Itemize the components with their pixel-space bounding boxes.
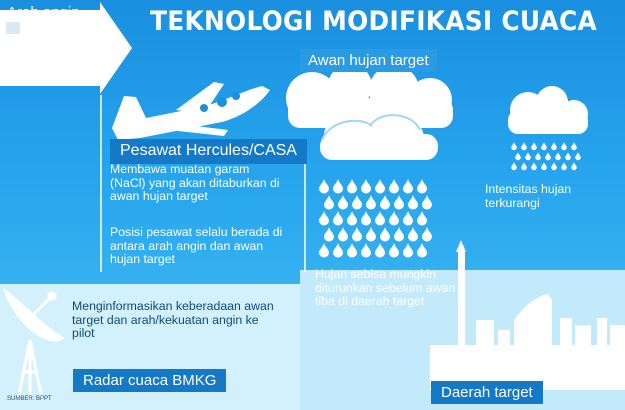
raindrop-icon: [408, 195, 418, 210]
raindrop-icon: [511, 162, 517, 170]
raindrop-icon: [333, 211, 343, 226]
raindrop-icon: [551, 162, 557, 170]
raindrop-icon: [515, 152, 521, 160]
raindrop-icon: [408, 227, 418, 242]
raindrop-icon: [352, 195, 362, 210]
raindrop-icon: [417, 211, 427, 226]
raindrop-icon: [511, 142, 517, 150]
reduced-rain-description: Intensitas hujan terkurangi: [485, 182, 572, 210]
raindrop-icon: [333, 243, 343, 258]
airplane-icon: [112, 82, 270, 140]
raindrop-icon: [565, 152, 571, 160]
raindrop-icon: [380, 227, 390, 242]
small-cloud-icon: [508, 86, 588, 134]
raindrop-icon: [555, 152, 561, 160]
raindrop-icon: [375, 211, 385, 226]
raindrop-icon: [389, 243, 399, 258]
raindrop-icon: [521, 162, 527, 170]
raindrop-icon: [375, 243, 385, 258]
raindrop-icon: [531, 142, 537, 150]
raindrop-icon: [403, 179, 413, 194]
raindrop-icon: [361, 179, 371, 194]
raindrop-icon: [389, 179, 399, 194]
raindrop-icon: [561, 142, 567, 150]
raindrop-icon: [422, 227, 432, 242]
target-area-label: Daerah target: [431, 381, 543, 404]
raindrop-icon: [375, 179, 385, 194]
target-cloud-label: Awan hujan target: [300, 49, 437, 72]
raindrop-icon: [366, 195, 376, 210]
raindrop-icon: [347, 243, 357, 258]
raindrop-icon: [541, 162, 547, 170]
raindrop-icon: [394, 227, 404, 242]
wind-direction-label: Arah angin: [7, 4, 80, 21]
raindrop-icon: [551, 142, 557, 150]
raindrop-icon: [352, 227, 362, 242]
raindrop-icon: [319, 211, 329, 226]
raindrop-icon: [389, 211, 399, 226]
raindrop-icon: [338, 227, 348, 242]
raindrop-icon: [521, 142, 527, 150]
raindrop-icon: [324, 195, 334, 210]
raindrop-icon: [333, 179, 343, 194]
target-cloud-icon: [286, 64, 453, 160]
raindrop-icon: [571, 162, 577, 170]
source-credit: SUMBER: BPPT: [7, 396, 52, 402]
raindrop-icon: [338, 195, 348, 210]
rain-description: Hujan sebisa mungkin diturunkan sebelum awan tiba di daerah target: [315, 267, 456, 308]
radar-description: Menginformasikan keberadaan awan target dan arah/kekuatan angin ke pilot: [72, 299, 274, 340]
raindrop-icon: [531, 162, 537, 170]
raindrop-icon: [541, 142, 547, 150]
raindrop-icon: [545, 152, 551, 160]
heavy-rain-drops: [319, 179, 432, 258]
raindrop-icon: [347, 179, 357, 194]
raindrop-icon: [380, 195, 390, 210]
raindrop-icon: [561, 162, 567, 170]
radar-label: Radar cuaca BMKG: [73, 369, 226, 392]
raindrop-icon: [571, 142, 577, 150]
raindrop-icon: [535, 152, 541, 160]
raindrop-icon: [417, 243, 427, 258]
plane-description-2: Posisi pesawat selalu berada di antara arah angin dan awan hujan target: [110, 225, 283, 266]
raindrop-icon: [366, 227, 376, 242]
raindrop-icon: [347, 211, 357, 226]
page-title: TEKNOLOGI MODIFIKASI CUACA: [150, 6, 598, 37]
raindrop-icon: [394, 195, 404, 210]
raindrop-icon: [417, 179, 427, 194]
raindrop-icon: [403, 243, 413, 258]
raindrop-icon: [319, 179, 329, 194]
light-rain-drops: [511, 142, 581, 170]
raindrop-icon: [403, 211, 413, 226]
raindrop-icon: [324, 227, 334, 242]
bmkg-logo-text: BMKG: [4, 34, 35, 45]
raindrop-icon: [319, 243, 329, 258]
raindrop-icon: [361, 243, 371, 258]
raindrop-icon: [361, 211, 371, 226]
raindrop-icon: [422, 195, 432, 210]
raindrop-icon: [525, 152, 531, 160]
raindrop-icon: [575, 152, 581, 160]
plane-description-1: Membawa muatan garam (NaCl) yang akan ditaburkan di awan hujan target: [110, 162, 280, 203]
bmkg-logo-icon: [6, 22, 20, 34]
plane-label: Pesawat Hercules/CASA: [110, 139, 307, 164]
